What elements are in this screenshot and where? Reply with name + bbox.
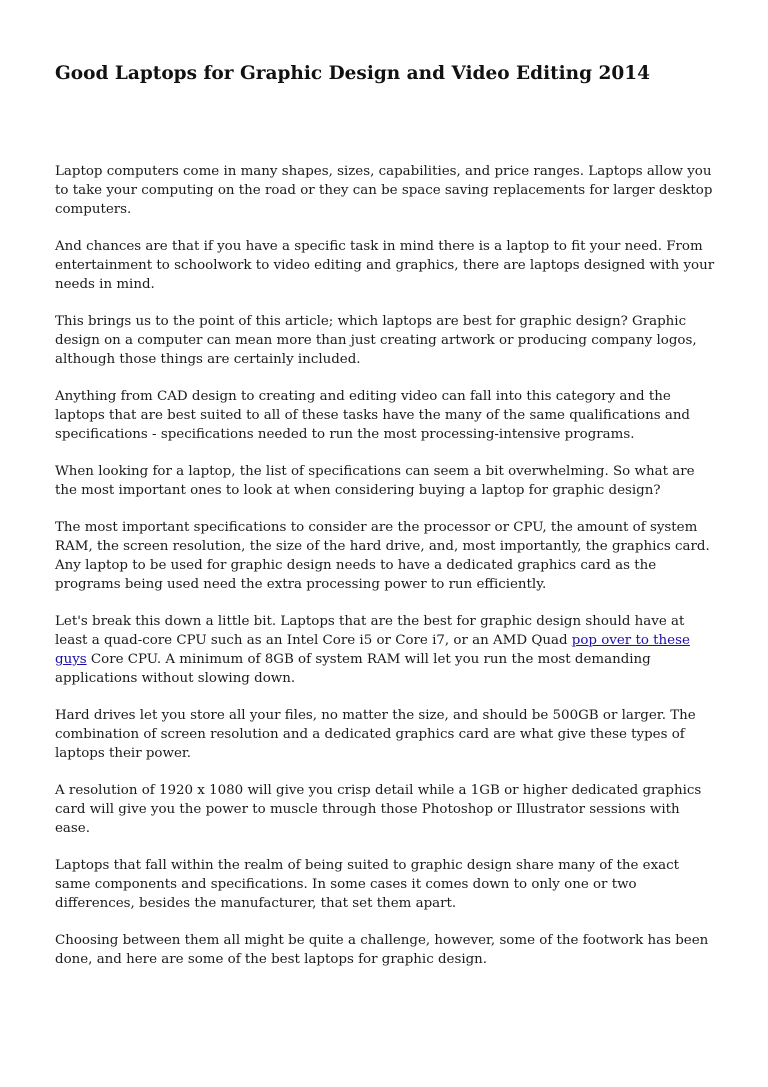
paragraph-6: The most important specifications to consider are the processor or CPU, the amount of system RAM, the screen resolution, the size of the hard drive, and, most importantly, the graphics card. Any laptop to be used for graphic design needs to have a dedicated graphics card as the programs being used need the extra processing power to run efficiently. bbox=[55, 520, 710, 592]
paragraph-10: Laptops that fall within the realm of being suited to graphic design share many of the exact same components and specifications. In some cases it comes down to only one or two differences, besides the manufacturer, that set them apart. bbox=[55, 858, 680, 911]
paragraph-5: When looking for a laptop, the list of specifications can seem a bit overwhelming. So what are the most important ones to look at when considering buying a laptop for graphic design? bbox=[55, 464, 695, 498]
pop-over-link[interactable]: pop over to these guys bbox=[55, 633, 690, 667]
paragraph-3: This brings us to the point of this article; which laptops are best for graphic design? Graphic design on a computer can mean more than just creating artwork or producing company logos, although those things are certainly included. bbox=[55, 314, 697, 367]
paragraph-11: Choosing between them all might be quite a challenge, however, some of the footwork has been done, and here are some of the best laptops for graphic design. bbox=[55, 933, 709, 967]
paragraph-4: Anything from CAD design to creating and editing video can fall into this category and the laptops that are best suited to all of these tasks have the many of the same qualifications and specifications - specifications needed to run the most processing-intensive programs. bbox=[55, 389, 691, 442]
paragraph-2: And chances are that if you have a specific task in mind there is a laptop to fit your need. From entertainment to schoolwork to video editing and graphics, there are laptops designed with your needs in mind. bbox=[55, 239, 715, 292]
paragraph-1: Laptop computers come in many shapes, sizes, capabilities, and price ranges. Laptops allow you to take your computing on the road or they can be space saving replacements for larger desktop computers. bbox=[55, 164, 713, 217]
paragraph-7-text-after: Core CPU. A minimum of 8GB of system RAM will let you run the most demanding applications without slowing down. bbox=[55, 652, 651, 686]
paragraph-9: A resolution of 1920 x 1080 will give you crisp detail while a 1GB or higher dedicated graphics card will give you the power to muscle through those Photoshop or Illustrator sessions with ease. bbox=[55, 783, 702, 836]
document-title: Good Laptops for Graphic Design and Video Editing 2014 bbox=[55, 63, 650, 84]
paragraph-8: Hard drives let you store all your files, no matter the size, and should be 500GB or larger. The combination of screen resolution and a dedicated graphics card are what give these types of laptops their power. bbox=[55, 708, 696, 761]
document-body bbox=[55, 162, 715, 969]
paragraph-7-text-before: Let's break this down a little bit. Laptops that are the best for graphic design should have at least a quad-core CPU such as an Intel Core i5 or Core i7, or an AMD Quad bbox=[55, 614, 685, 648]
paragraph-7 bbox=[55, 612, 715, 688]
document-page bbox=[55, 62, 715, 987]
